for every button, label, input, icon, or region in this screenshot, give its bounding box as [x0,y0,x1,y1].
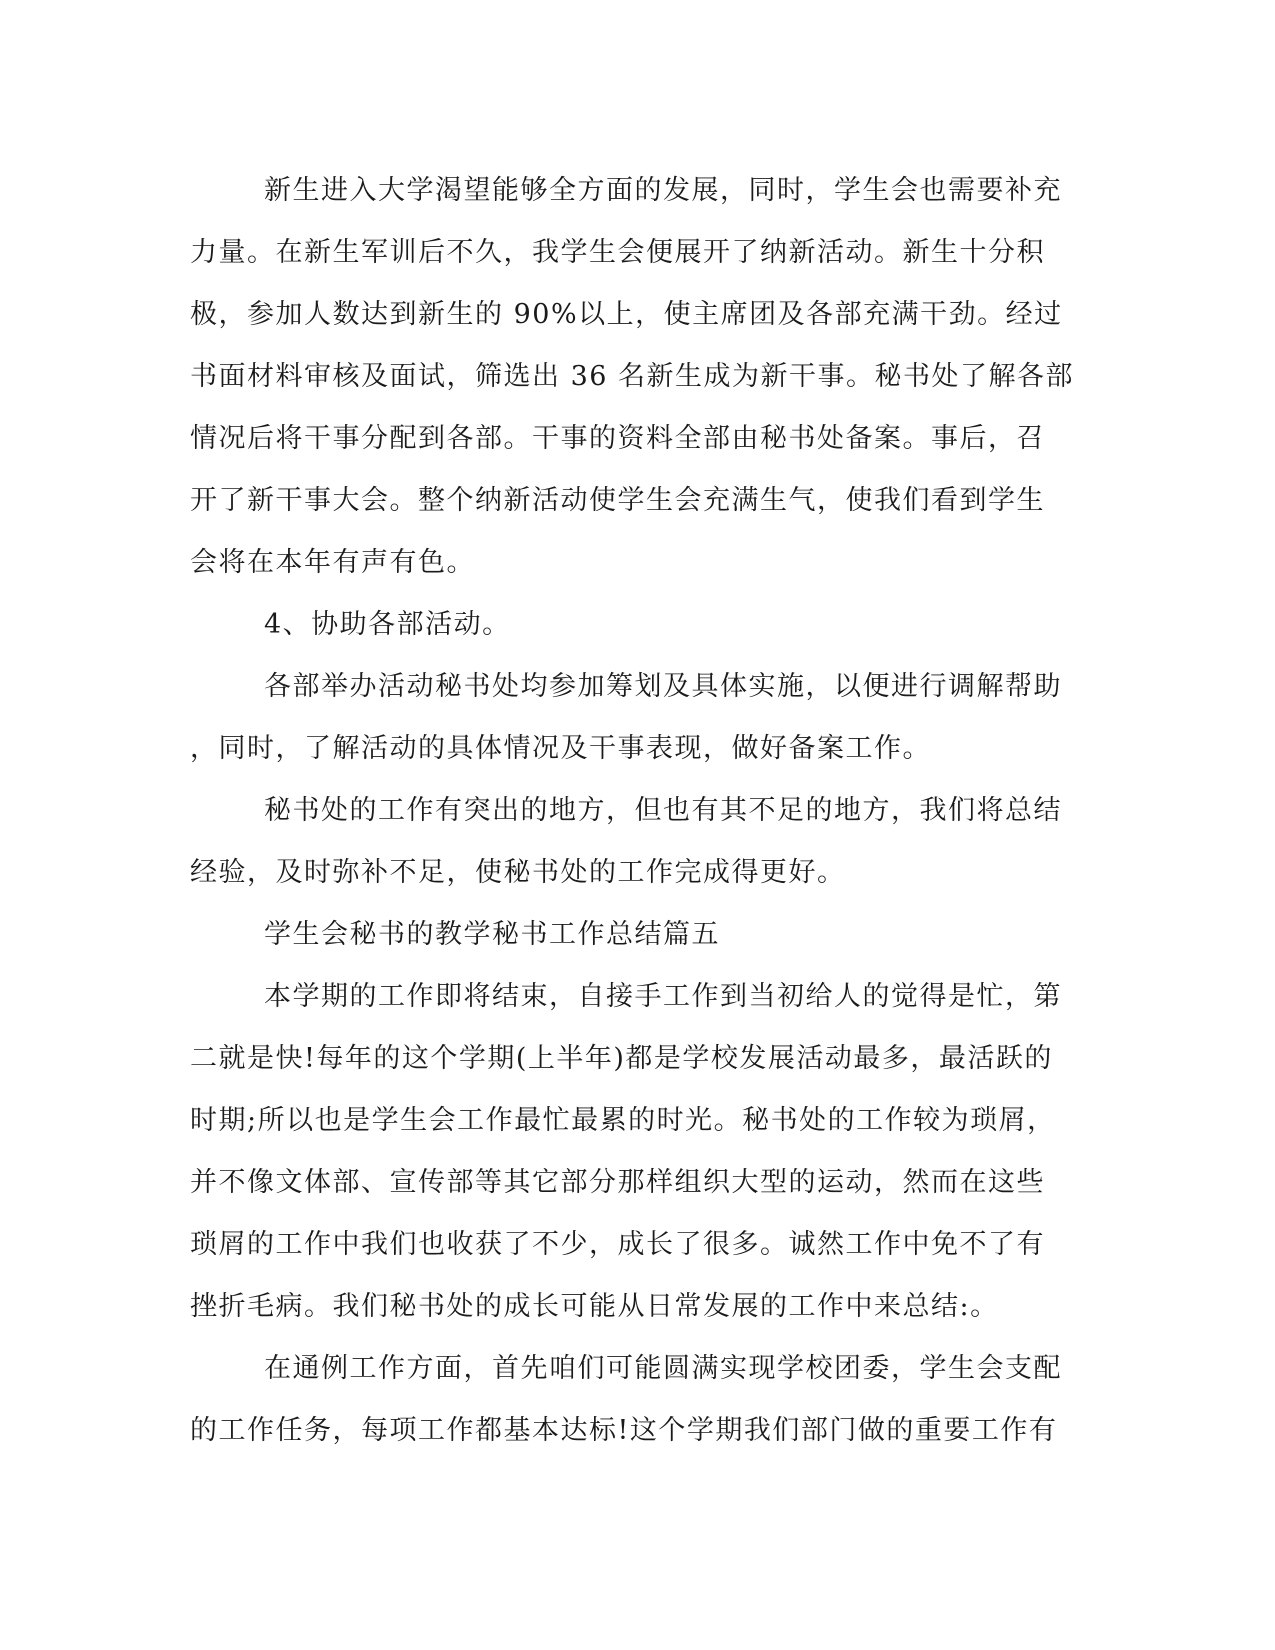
paragraph-line: 秘书处的工作有突出的地方，但也有其不足的地方，我们将总结 [264,795,1062,826]
paragraph-line: ，同时，了解活动的具体情况及干事表现，做好备案工作。 [190,733,931,764]
document-body [190,160,1090,1462]
paragraph-line: 会将在本年有声有色。 [190,547,475,578]
paragraph-line: 极，参加人数达到新生的 90%以上，使主席团及各部充满干劲。经过 [190,299,1063,330]
paragraph-line: 的工作任务，每项工作都基本达标!这个学期我们部门做的重要工作有 [190,1415,1058,1446]
paragraph-line: 情况后将干事分配到各部。干事的资料全部由秘书处备案。事后，召 [190,423,1045,454]
paragraph-line: 本学期的工作即将结束，自接手工作到当初给人的觉得是忙，第 [264,981,1062,1012]
section-title: 学生会秘书的教学秘书工作总结篇五 [264,919,720,950]
paragraph-line: 开了新干事大会。整个纳新活动使学生会充满生气，使我们看到学生 [190,485,1045,516]
paragraph-line: 新生进入大学渴望能够全方面的发展，同时，学生会也需要补充 [264,175,1062,206]
paragraph-line: 并不像文体部、宣传部等其它部分那样组织大型的运动，然而在这些 [190,1167,1045,1198]
paragraph-line: 时期;所以也是学生会工作最忙最累的时光。秘书处的工作较为琐屑， [190,1105,1056,1136]
paragraph-line: 二就是快!每年的这个学期(上半年)都是学校发展活动最多，最活跃的 [190,1043,1053,1074]
paragraph-line: 琐屑的工作中我们也收获了不少，成长了很多。诚然工作中免不了有 [190,1229,1045,1260]
paragraph-line: 经验，及时弥补不足，使秘书处的工作完成得更好。 [190,857,846,888]
paragraph-line: 各部举办活动秘书处均参加筹划及具体实施，以便进行调解帮助 [264,671,1062,702]
section-heading: 4、协助各部活动。 [264,609,511,640]
paragraph-line: 力量。在新生军训后不久，我学生会便展开了纳新活动。新生十分积 [190,237,1045,268]
paragraph-line: 在通例工作方面，首先咱们可能圆满实现学校团委，学生会支配 [264,1353,1062,1384]
paragraph-line: 挫折毛病。我们秘书处的成长可能从日常发展的工作中来总结:。 [190,1291,999,1322]
paragraph-line: 书面材料审核及面试，筛选出 36 名新生成为新干事。秘书处了解各部 [190,361,1075,392]
